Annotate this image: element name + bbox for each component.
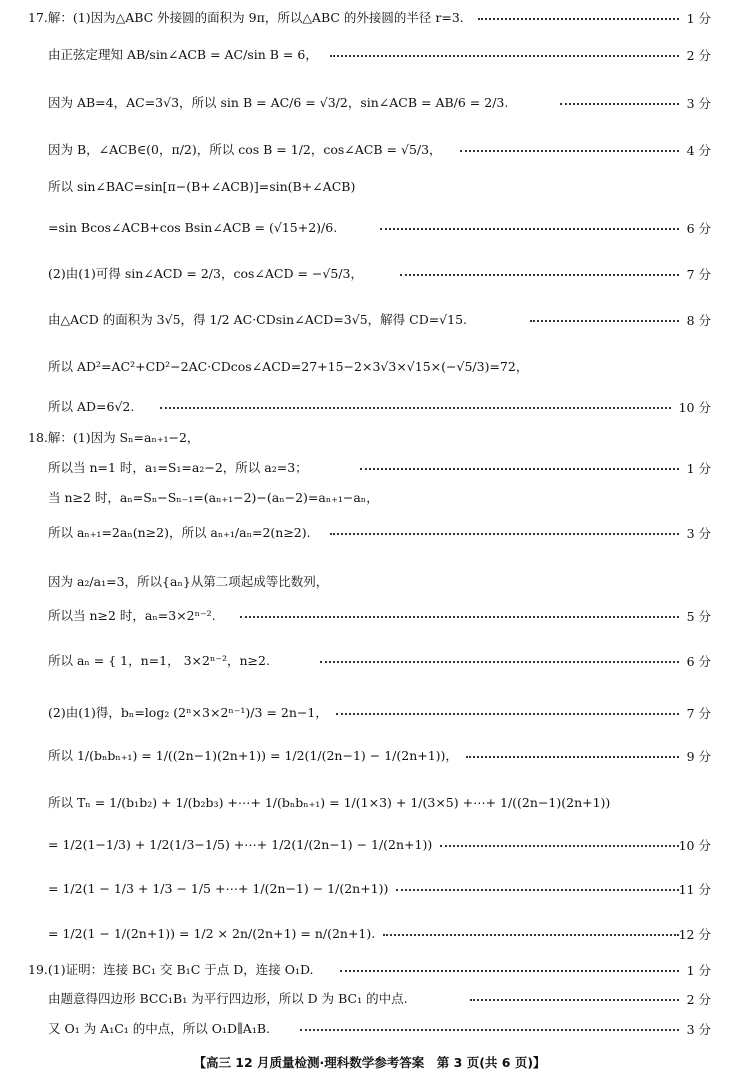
line-text: 18.解：(1)因为 Sₙ=aₙ₊₁−2， [28, 429, 200, 445]
answer-line [0, 356, 739, 378]
score-label: 3 分 [686, 1022, 711, 1037]
dot-leader [530, 320, 679, 322]
score-label: 1 分 [686, 963, 711, 978]
dot-leader [470, 999, 679, 1001]
dot-leader [560, 103, 679, 105]
line-text: (2)由(1)得，bₙ=log₂ (2ⁿ×3×2ⁿ⁻¹)/3 = 2n−1， [48, 704, 328, 720]
line-text: =sin Bcos∠ACB+cos Bsin∠ACB = (√15+2)/6. [48, 219, 338, 235]
line-text: 又 O₁ 为 A₁C₁ 的中点，所以 O₁D∥A₁B. [48, 1020, 270, 1036]
answer-line [0, 427, 739, 449]
dot-leader [320, 661, 679, 663]
answer-line [0, 959, 739, 981]
answer-line [0, 44, 739, 66]
answer-line [0, 176, 739, 198]
answer-line [0, 309, 739, 331]
line-text: 因为 AB=4，AC=3√3，所以 sin B = AC/6 = √3/2，sin∠ACB = AB/6 = 2/3. [48, 94, 509, 110]
line-text: 所以 AD=6√2. [48, 398, 135, 414]
answer-line [0, 605, 739, 627]
line-text: 所以当 n≥2 时，aₙ=3×2ⁿ⁻². [48, 607, 216, 623]
score-label: 3 分 [686, 96, 711, 111]
score-label: 6 分 [686, 654, 711, 669]
dot-leader [400, 274, 679, 276]
answer-line [0, 745, 739, 767]
line-text: 所以 Tₙ = 1/(b₁b₂) + 1/(b₂b₃) +⋯+ 1/(bₙbₙ₊₁) = 1/(1×3) + 1/(3×5) +⋯+ 1/((2n−1)(2n+1)) [48, 794, 611, 810]
score-label: 5 分 [686, 609, 711, 624]
dot-leader [340, 970, 679, 972]
answer-line [0, 139, 739, 161]
line-text: 所以 AD²=AC²+CD²−2AC·CDcos∠ACD=27+15−2×3√3×√15×(−√5/3)=72， [48, 358, 529, 374]
score-label: 1 分 [686, 11, 711, 26]
answer-line [0, 487, 739, 509]
answer-line [0, 396, 739, 418]
score-label: 9 分 [686, 749, 711, 764]
answer-line [0, 878, 739, 900]
score-label: 8 分 [686, 313, 711, 328]
dot-leader [396, 889, 679, 891]
dot-leader [300, 1029, 679, 1031]
dot-leader [336, 713, 679, 715]
answer-line [0, 1018, 739, 1040]
line-text: 17.解：(1)因为△ABC 外接圆的面积为 9π，所以△ABC 的外接圆的半径 r=3. [28, 9, 464, 25]
dot-leader [160, 407, 671, 409]
answer-line [0, 923, 739, 945]
score-label: 1 分 [686, 461, 711, 476]
answer-line [0, 92, 739, 114]
answer-line [0, 650, 739, 672]
score-label: 10 分 [678, 400, 711, 415]
answer-line [0, 988, 739, 1010]
answer-line [0, 702, 739, 724]
answer-line [0, 834, 739, 856]
score-label: 2 分 [686, 48, 711, 63]
dot-leader [440, 845, 679, 847]
dot-leader [240, 616, 679, 618]
dot-leader [330, 533, 679, 535]
dot-leader [466, 756, 679, 758]
answer-line [0, 263, 739, 285]
dot-leader [380, 228, 679, 230]
line-text: 所以 sin∠BAC=sin[π−(B+∠ACB)]=sin(B+∠ACB) [48, 178, 356, 194]
answer-line [0, 457, 739, 479]
dot-leader [383, 934, 679, 936]
dot-leader [360, 468, 679, 470]
score-label: 11 分 [678, 882, 711, 897]
line-text: 所以当 n=1 时，a₁=S₁=a₂−2，所以 a₂=3； [48, 459, 308, 475]
line-text: = 1/2(1 − 1/3 + 1/3 − 1/5 +⋯+ 1/(2n−1) − 1/(2n+1)) [48, 880, 389, 896]
score-label: 6 分 [686, 221, 711, 236]
line-text: 由△ACD 的面积为 3√5，得 1/2 AC·CDsin∠ACD=3√5，解得 CD=√15. [48, 311, 468, 327]
dot-leader [330, 55, 679, 57]
dot-leader [478, 18, 679, 20]
line-text: 由正弦定理知 AB/sin∠ACB = AC/sin B = 6， [48, 46, 318, 62]
line-text: 由题意得四边形 BCC₁B₁ 为平行四边形，所以 D 为 BC₁ 的中点. [48, 990, 408, 1006]
line-text: (2)由(1)可得 sin∠ACD = 2/3，cos∠ACD = −√5/3， [48, 265, 363, 281]
line-text: 当 n≥2 时，aₙ=Sₙ−Sₙ₋₁=(aₙ₊₁−2)−(aₙ−2)=aₙ₊₁−aₙ， [48, 489, 379, 505]
line-text: 所以 aₙ = { 1，n=1， 3×2ⁿ⁻²，n≥2. [48, 652, 270, 668]
answer-line [0, 571, 739, 593]
page-footer: 【高三 12 月质量检测·理科数学参考答案 第 3 页(共 6 页)】 [193, 1055, 546, 1070]
line-text: = 1/2(1 − 1/(2n+1)) = 1/2 × 2n/(2n+1) = n/(2n+1). [48, 925, 376, 941]
score-label: 4 分 [686, 143, 711, 158]
line-text: 19.(1)证明：连接 BC₁ 交 B₁C 于点 D，连接 O₁D. [28, 961, 314, 977]
line-text: 所以 aₙ₊₁=2aₙ(n≥2)，所以 aₙ₊₁/aₙ=2(n≥2). [48, 524, 311, 540]
line-text: 因为 a₂/a₁=3，所以{aₙ}从第二项起成等比数列， [48, 573, 329, 589]
line-text: 因为 B，∠ACB∈(0，π/2)，所以 cos B = 1/2，cos∠ACB = √5/3， [48, 141, 442, 157]
score-label: 10 分 [678, 838, 711, 853]
line-text: 所以 1/(bₙbₙ₊₁) = 1/((2n−1)(2n+1)) = 1/2(1/(2n−1) − 1/(2n+1))， [48, 747, 458, 763]
answer-line [0, 522, 739, 544]
answer-line [0, 7, 739, 29]
score-label: 7 分 [686, 267, 711, 282]
score-label: 7 分 [686, 706, 711, 721]
dot-leader [460, 150, 679, 152]
score-label: 2 分 [686, 992, 711, 1007]
score-label: 12 分 [678, 927, 711, 942]
answer-line [0, 792, 739, 814]
answer-line [0, 217, 739, 239]
score-label: 3 分 [686, 526, 711, 541]
line-text: = 1/2(1−1/3) + 1/2(1/3−1/5) +⋯+ 1/2(1/(2n−1) − 1/(2n+1)) [48, 836, 433, 852]
